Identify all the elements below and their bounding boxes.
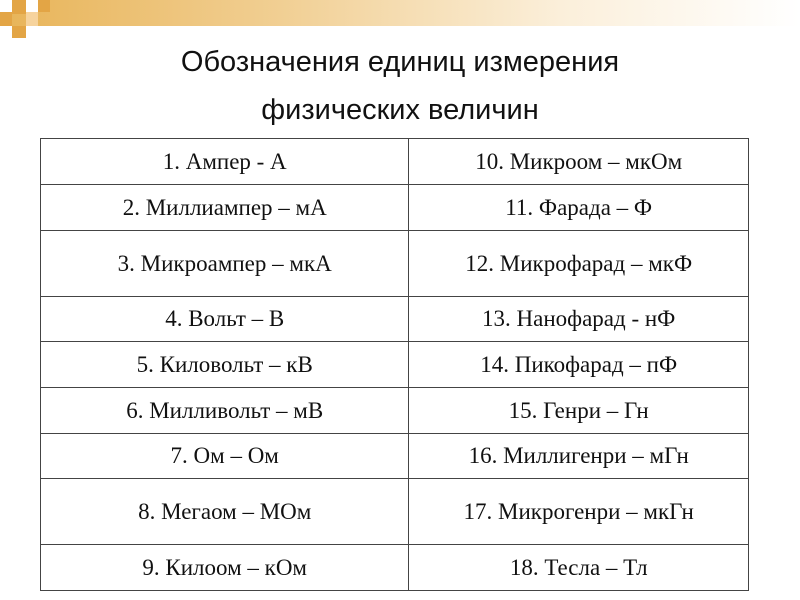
table-row <box>41 185 749 231</box>
table-cell: 17. Микрогенри – мкГн <box>409 479 749 545</box>
table-cell: 14. Пикофарад – пФ <box>409 342 749 388</box>
table-cell: 11. Фарада – Ф <box>409 185 749 231</box>
table-cell: 10. Микроом – мкОм <box>409 139 749 185</box>
decoration-square <box>12 0 26 14</box>
table-cell: 4. Вольт – В <box>41 297 409 342</box>
slide-title-line-1: Обозначения единиц измерения <box>180 46 620 78</box>
table-cell: 18. Тесла – Тл <box>409 545 749 591</box>
decoration-square <box>12 26 26 38</box>
table-cell: 5. Киловольт – кВ <box>41 342 409 388</box>
decoration-square <box>26 12 38 26</box>
table-cell: 16. Миллигенри – мГн <box>409 434 749 479</box>
header-decoration-bar <box>0 0 800 26</box>
table-cell: 9. Килоом – кОм <box>41 545 409 591</box>
table-row <box>41 479 749 545</box>
slide-title-line-2: физических величин <box>261 94 539 126</box>
table-cell: 15. Генри – Гн <box>409 388 749 434</box>
decoration-square <box>26 0 38 12</box>
decoration-square <box>0 12 12 26</box>
table-row <box>41 297 749 342</box>
table-cell: 8. Мегаом – МОм <box>41 479 409 545</box>
table-cell: 1. Ампер - А <box>41 139 409 185</box>
decoration-square <box>38 0 50 12</box>
table-row <box>41 342 749 388</box>
table-cell: 13. Нанофарад - нФ <box>409 297 749 342</box>
table-cell: 6. Милливольт – мВ <box>41 388 409 434</box>
table-cell: 3. Микроампер – мкА <box>41 231 409 297</box>
table-row <box>41 434 749 479</box>
decoration-square <box>26 26 38 38</box>
table-row <box>41 139 749 185</box>
table-cell: 2. Миллиампер – мА <box>41 185 409 231</box>
table-cell: 7. Ом – Ом <box>41 434 409 479</box>
table-row <box>41 545 749 591</box>
table-cell: 12. Микрофарад – мкФ <box>409 231 749 297</box>
table-row <box>41 231 749 297</box>
table-row <box>41 388 749 434</box>
units-table <box>40 138 749 591</box>
decoration-square <box>0 0 12 12</box>
